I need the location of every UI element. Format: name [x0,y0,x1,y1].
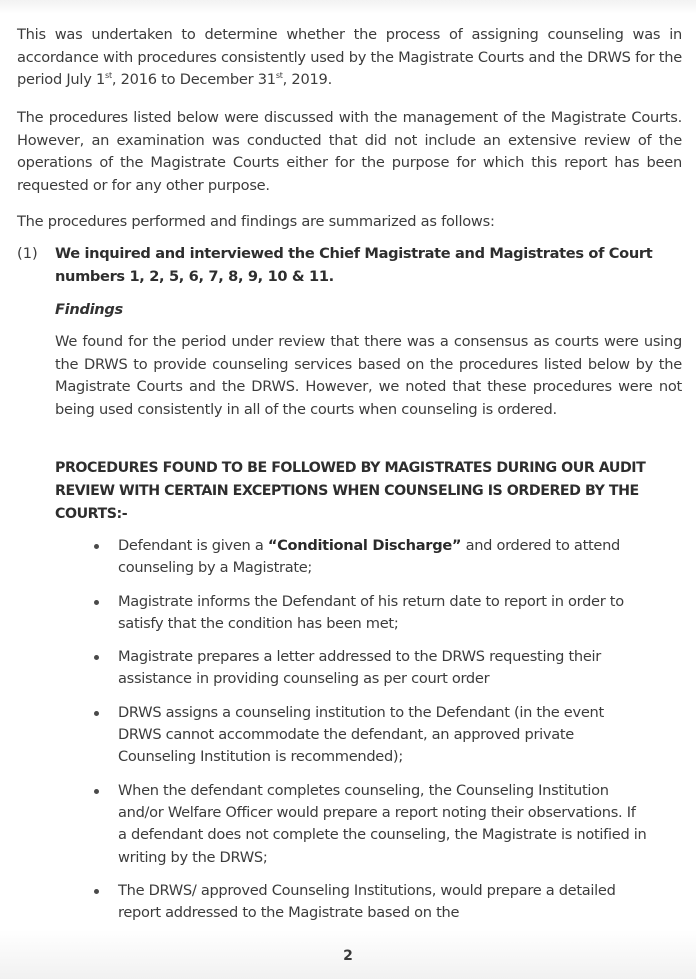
list-item-text: The DRWS/ approved Counseling Institutions, would prepare a detailed report addressed to the Magistrate based on the [118,881,616,922]
list-item [88,880,648,925]
list-item-text: and ordered to attend counseling by a Magistrate; [118,537,621,577]
scope-paragraph: The procedures listed below were discussed with the management of the Magistrate Courts. However, an examination was conducted that did not include an extensive review of the operations of the Magistrate Courts either for the purpose for which this report has been requested or for any other purpose. [17,109,682,194]
ordinal-suffix: st [275,71,283,80]
procedure-item-title: We inquired and interviewed the Chief Magistrate and Magistrates of Court numbers 1, 2, 5, 6, 7, 8, 9, 10 & 11. [55,245,653,285]
procedures-list [88,535,648,935]
procedures-heading: PROCEDURES FOUND TO BE FOLLOWED BY MAGISTRATES DURING OUR AUDIT REVIEW WITH CERTAIN EXCEPTIONS WHEN COUNSELING IS ORDERED BY THE COURTS:- [55,460,646,522]
intro-text-part: , 2016 to December 31 [111,71,276,88]
list-item-bold-text: “Conditional Discharge” [267,537,462,554]
intro-text-part: , 2019. [282,71,332,88]
list-item [88,646,648,691]
list-item-text: Magistrate prepares a letter addressed to the DRWS requesting their assistance in providing counseling as per court order [118,648,601,688]
page-number: 2 [343,948,353,964]
bullet-icon [94,600,99,605]
findings-label: Findings [55,301,123,318]
bullet-icon [94,889,99,894]
list-item [88,535,648,580]
bullet-icon [94,711,99,716]
procedure-item-number: (1) [17,245,38,262]
bullet-icon [94,789,99,794]
findings-paragraph: We found for the period under review that there was a consensus as courts were using the DRWS to provide counseling services based on the procedures listed below by the Magistrate Courts and the DRWS. However, we noted that these procedures were not being used consistently in all of the courts when counseling is ordered. [55,333,682,418]
summary-intro: The procedures performed and findings are summarized as follows: [17,213,495,230]
intro-text-part: This was undertaken to determine whether the process of assigning counseling was in accordance with procedures consistently used by the Magistrate Courts and the DRWS for the period July 1 [17,26,682,88]
list-item-text: DRWS assigns a counseling institution to the Defendant (in the event DRWS cannot accommodate the defendant, an approved private Counseling Institution is recommended); [118,703,604,766]
intro-paragraph [17,24,682,92]
ordinal-suffix: st [105,71,112,80]
list-item-text: Defendant is given a [118,537,268,554]
list-item-text: Magistrate informs the Defendant of his return date to report in order to satisfy that the condition has been met; [118,592,624,632]
bullet-icon [94,655,99,660]
list-item [88,591,648,636]
list-item [88,780,648,869]
bullet-icon [94,544,99,549]
list-item-text: When the defendant completes counseling, the Counseling Institution and/or Welfare Officer would prepare a report noting their observations. If a defendant does not complete the counseling, the Magistrate is notified in writing by the DRWS; [118,781,647,866]
list-item [88,702,648,769]
